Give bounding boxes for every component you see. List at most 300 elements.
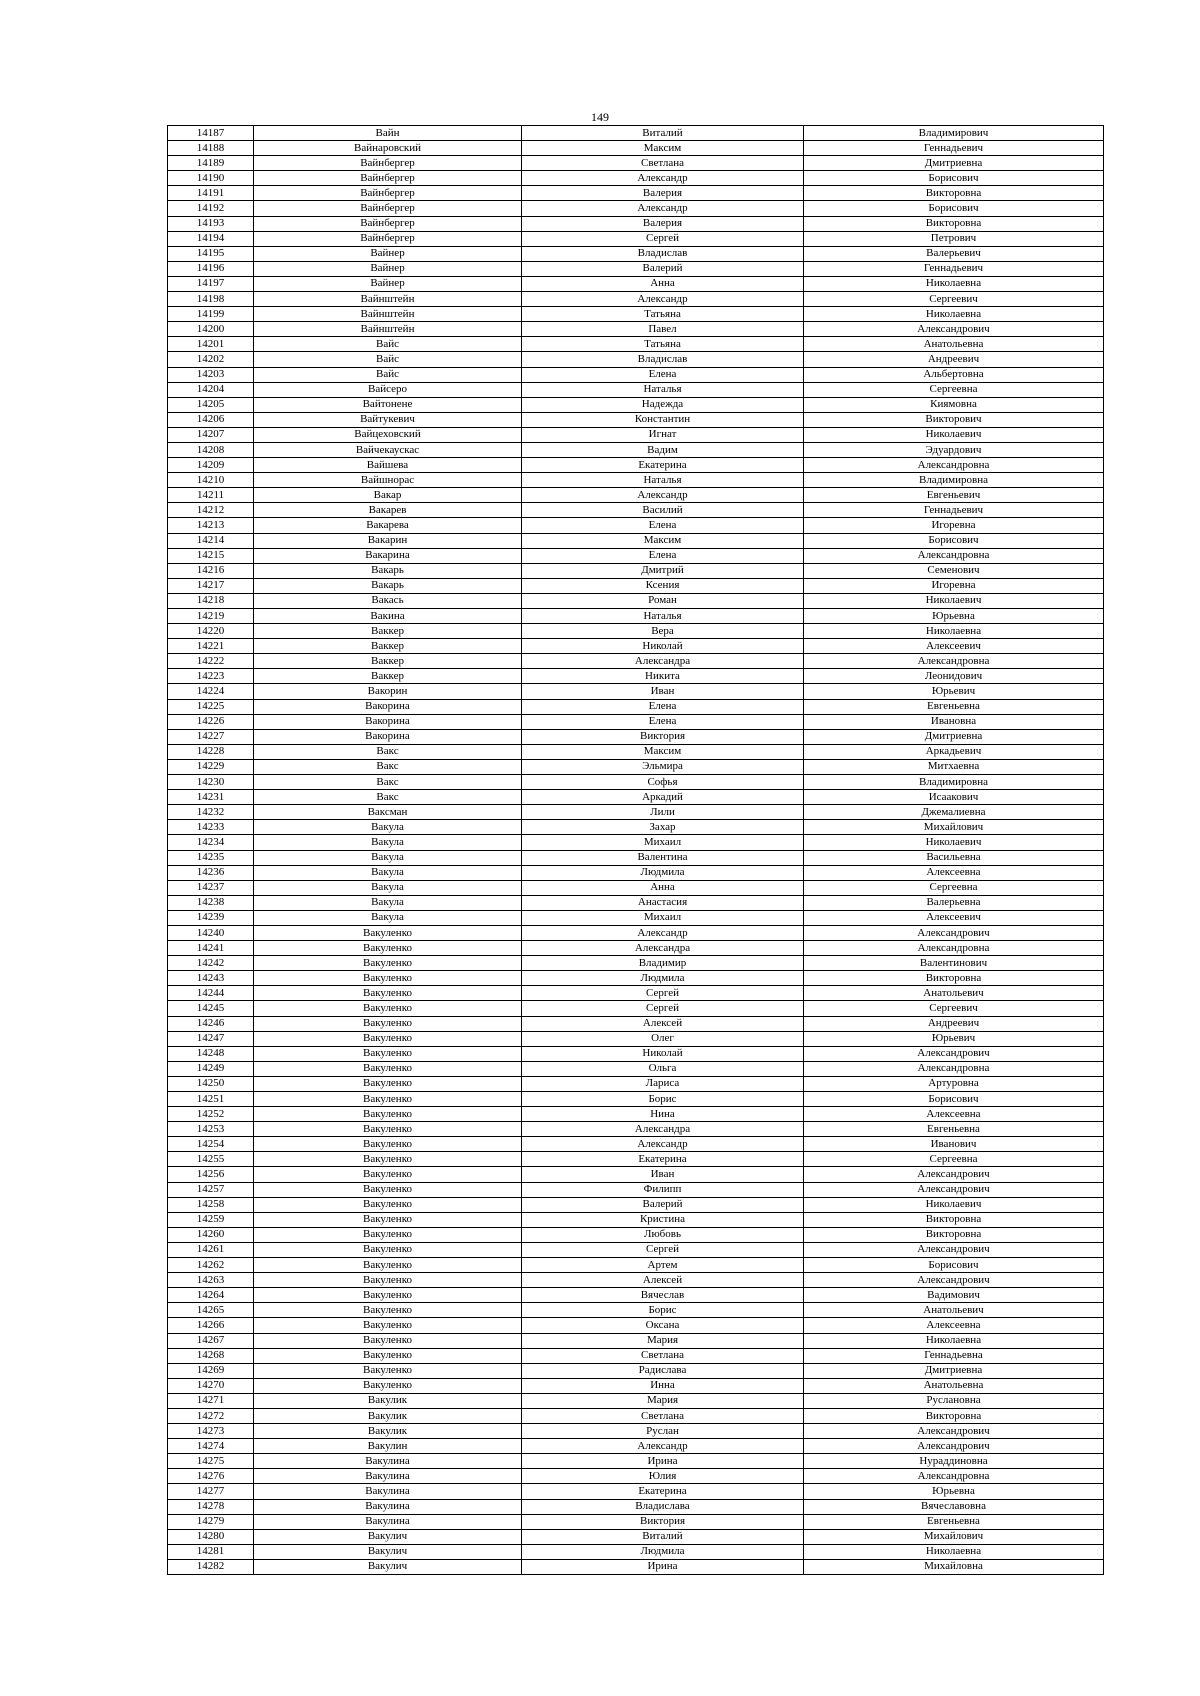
patronymic-cell: Викторовна [804,216,1104,231]
patronymic-cell: Николаевич [804,427,1104,442]
patronymic-cell: Джемалиевна [804,805,1104,820]
surname-cell: Вакуленко [254,1167,522,1182]
record-number-cell: 14248 [168,1046,254,1061]
surname-cell: Ваккер [254,669,522,684]
record-number-cell: 14265 [168,1303,254,1318]
record-number-cell: 14238 [168,895,254,910]
table-row [168,1288,1104,1303]
patronymic-cell: Александрович [804,925,1104,940]
first-name-cell: Наталья [522,473,804,488]
table-row [168,1152,1104,1167]
patronymic-cell: Евгеньевна [804,699,1104,714]
patronymic-cell: Леонидович [804,669,1104,684]
surname-cell: Вайнбергер [254,231,522,246]
record-number-cell: 14250 [168,1076,254,1091]
table-row [168,548,1104,563]
record-number-cell: 14206 [168,412,254,427]
patronymic-cell: Артуровна [804,1076,1104,1091]
record-number-cell: 14264 [168,1288,254,1303]
table-row [168,624,1104,639]
patronymic-cell: Нураддиновна [804,1454,1104,1469]
first-name-cell: Елена [522,714,804,729]
surname-cell: Вайцеховский [254,427,522,442]
patronymic-cell: Борисович [804,171,1104,186]
table-row [168,1258,1104,1273]
table-row [168,578,1104,593]
first-name-cell: Максим [522,141,804,156]
first-name-cell: Валерий [522,261,804,276]
first-name-cell: Валерий [522,1197,804,1212]
first-name-cell: Анастасия [522,895,804,910]
record-number-cell: 14188 [168,141,254,156]
table-row [168,337,1104,352]
table-row [168,1424,1104,1439]
record-number-cell: 14277 [168,1484,254,1499]
first-name-cell: Александр [522,488,804,503]
first-name-cell: Ирина [522,1454,804,1469]
record-number-cell: 14254 [168,1137,254,1152]
table-row [168,488,1104,503]
record-number-cell: 14278 [168,1499,254,1514]
first-name-cell: Михаил [522,910,804,925]
patronymic-cell: Сергеевна [804,880,1104,895]
table-row [168,1469,1104,1484]
table-row [168,1499,1104,1514]
table-row [168,382,1104,397]
first-name-cell: Александра [522,941,804,956]
table-row [168,609,1104,624]
table-row [168,231,1104,246]
surname-cell: Вайс [254,352,522,367]
table-row [168,744,1104,759]
record-number-cell: 14200 [168,322,254,337]
first-name-cell: Виталий [522,126,804,141]
surname-cell: Вакорина [254,714,522,729]
first-name-cell: Павел [522,322,804,337]
record-number-cell: 14227 [168,729,254,744]
surname-cell: Вайнбергер [254,201,522,216]
surname-cell: Вакина [254,609,522,624]
patronymic-cell: Александровна [804,941,1104,956]
record-number-cell: 14263 [168,1273,254,1288]
surname-cell: Вайнбергер [254,156,522,171]
record-number-cell: 14203 [168,367,254,382]
record-number-cell: 14271 [168,1393,254,1408]
patronymic-cell: Александровна [804,1469,1104,1484]
surname-cell: Вакуленко [254,1076,522,1091]
patronymic-cell: Евгеньевна [804,1122,1104,1137]
record-number-cell: 14220 [168,624,254,639]
page-number: 149 [591,110,609,124]
first-name-cell: Ксения [522,578,804,593]
table-row [168,1439,1104,1454]
table-row [168,895,1104,910]
record-number-cell: 14198 [168,292,254,307]
surname-cell: Вакуленко [254,1288,522,1303]
patronymic-cell: Викторовна [804,1212,1104,1227]
surname-cell: Вакуленко [254,1318,522,1333]
table-row [168,1227,1104,1242]
table-row [168,1514,1104,1529]
table-row [168,352,1104,367]
table-row [168,759,1104,774]
surname-cell: Вакулич [254,1559,522,1574]
record-number-cell: 14253 [168,1122,254,1137]
table-row [168,186,1104,201]
patronymic-cell: Сергеевич [804,1001,1104,1016]
surname-cell: Вакуленко [254,1107,522,1122]
first-name-cell: Виталий [522,1529,804,1544]
first-name-cell: Владислав [522,246,804,261]
table-row [168,775,1104,790]
first-name-cell: Ольга [522,1061,804,1076]
patronymic-cell: Евгеньевна [804,1514,1104,1529]
patronymic-cell: Алексеевич [804,910,1104,925]
first-name-cell: Сергей [522,986,804,1001]
patronymic-cell: Валентинович [804,956,1104,971]
surname-cell: Вакарин [254,533,522,548]
first-name-cell: Александра [522,654,804,669]
surname-cell: Вакуленко [254,1348,522,1363]
record-number-cell: 14239 [168,910,254,925]
record-number-cell: 14258 [168,1197,254,1212]
table-row [168,729,1104,744]
first-name-cell: Нина [522,1107,804,1122]
first-name-cell: Александр [522,292,804,307]
surname-cell: Вайнбергер [254,171,522,186]
surname-cell: Вакуленко [254,971,522,986]
patronymic-cell: Сергеевна [804,382,1104,397]
patronymic-cell: Ивановна [804,714,1104,729]
first-name-cell: Захар [522,820,804,835]
first-name-cell: Татьяна [522,307,804,322]
first-name-cell: Мария [522,1333,804,1348]
record-number-cell: 14259 [168,1212,254,1227]
first-name-cell: Екатерина [522,1152,804,1167]
record-number-cell: 14261 [168,1242,254,1257]
first-name-cell: Николай [522,639,804,654]
first-name-cell: Людмила [522,971,804,986]
surname-cell: Вайчекаускас [254,442,522,457]
surname-cell: Вакарева [254,518,522,533]
first-name-cell: Валентина [522,850,804,865]
first-name-cell: Иван [522,684,804,699]
first-name-cell: Виктория [522,1514,804,1529]
record-number-cell: 14231 [168,790,254,805]
first-name-cell: Инна [522,1378,804,1393]
patronymic-cell: Александровна [804,1061,1104,1076]
first-name-cell: Иван [522,1167,804,1182]
table-row [168,1318,1104,1333]
surname-cell: Вакуленко [254,1182,522,1197]
patronymic-cell: Валерьевна [804,895,1104,910]
surname-cell: Вайнбергер [254,186,522,201]
record-number-cell: 14235 [168,850,254,865]
table-row [168,412,1104,427]
patronymic-cell: Дмитриевна [804,156,1104,171]
table-row [168,322,1104,337]
first-name-cell: Софья [522,775,804,790]
record-number-cell: 14267 [168,1333,254,1348]
table-row [168,427,1104,442]
first-name-cell: Екатерина [522,1484,804,1499]
record-number-cell: 14270 [168,1378,254,1393]
surname-cell: Вакула [254,910,522,925]
table-row [168,1197,1104,1212]
patronymic-cell: Николаевич [804,1197,1104,1212]
record-number-cell: 14192 [168,201,254,216]
record-number-cell: 14242 [168,956,254,971]
table-row [168,714,1104,729]
table-row [168,1393,1104,1408]
surname-cell: Вайнер [254,276,522,291]
first-name-cell: Елена [522,699,804,714]
table-row [168,1454,1104,1469]
surname-cell: Вакс [254,790,522,805]
surname-cell: Вакуленко [254,925,522,940]
record-number-cell: 14269 [168,1363,254,1378]
record-number-cell: 14226 [168,714,254,729]
record-number-cell: 14274 [168,1439,254,1454]
table-row [168,1273,1104,1288]
record-number-cell: 14282 [168,1559,254,1574]
patronymic-cell: Александровна [804,654,1104,669]
first-name-cell: Радислава [522,1363,804,1378]
patronymic-cell: Игоревна [804,518,1104,533]
surname-cell: Вайнштейн [254,307,522,322]
table-row [168,1182,1104,1197]
patronymic-cell: Валерьевич [804,246,1104,261]
patronymic-cell: Александрович [804,1167,1104,1182]
patronymic-cell: Анатольевич [804,1303,1104,1318]
surname-cell: Вакуленко [254,1378,522,1393]
table-row [168,171,1104,186]
first-name-cell: Ирина [522,1559,804,1574]
surname-cell: Вайнштейн [254,322,522,337]
table-row [168,684,1104,699]
surname-cell: Вакуленко [254,1197,522,1212]
surname-cell: Вакуленко [254,1333,522,1348]
record-number-cell: 14223 [168,669,254,684]
first-name-cell: Сергей [522,231,804,246]
table-row [168,1046,1104,1061]
table-row [168,593,1104,608]
record-number-cell: 14276 [168,1469,254,1484]
patronymic-cell: Александрович [804,1424,1104,1439]
surname-cell: Ваккер [254,639,522,654]
patronymic-cell: Алексеевич [804,639,1104,654]
table-row [168,141,1104,156]
table-row [168,880,1104,895]
record-number-cell: 14273 [168,1424,254,1439]
surname-cell: Вакуленко [254,1061,522,1076]
table-row [168,276,1104,291]
table-row [168,1559,1104,1574]
record-number-cell: 14215 [168,548,254,563]
surname-cell: Вакулина [254,1499,522,1514]
patronymic-cell: Викторовна [804,186,1104,201]
record-number-cell: 14222 [168,654,254,669]
table-row [168,442,1104,457]
record-number-cell: 14189 [168,156,254,171]
table-row [168,458,1104,473]
record-number-cell: 14245 [168,1001,254,1016]
first-name-cell: Анна [522,880,804,895]
surname-cell: Ваккер [254,654,522,669]
table-row [168,971,1104,986]
patronymic-cell: Геннадьевич [804,261,1104,276]
record-number-cell: 14234 [168,835,254,850]
table-row [168,1212,1104,1227]
table-row [168,563,1104,578]
patronymic-cell: Николаевич [804,593,1104,608]
record-number-cell: 14191 [168,186,254,201]
patronymic-cell: Иванович [804,1137,1104,1152]
record-number-cell: 14187 [168,126,254,141]
first-name-cell: Виктория [522,729,804,744]
table-row [168,1348,1104,1363]
patronymic-cell: Сергеевич [804,292,1104,307]
table-row [168,1061,1104,1076]
patronymic-cell: Анатольевна [804,337,1104,352]
patronymic-cell: Владимирович [804,126,1104,141]
surname-cell: Вакуленко [254,1046,522,1061]
record-number-cell: 14243 [168,971,254,986]
record-number-cell: 14275 [168,1454,254,1469]
record-number-cell: 14205 [168,397,254,412]
patronymic-cell: Аркадьевич [804,744,1104,759]
table-row [168,1031,1104,1046]
table-row [168,865,1104,880]
record-number-cell: 14210 [168,473,254,488]
patronymic-cell: Семенович [804,563,1104,578]
first-name-cell: Артем [522,1258,804,1273]
first-name-cell: Алексей [522,1016,804,1031]
record-number-cell: 14236 [168,865,254,880]
patronymic-cell: Александрович [804,322,1104,337]
record-number-cell: 14212 [168,503,254,518]
first-name-cell: Сергей [522,1242,804,1257]
patronymic-cell: Николаевич [804,835,1104,850]
table-row [168,1303,1104,1318]
surname-cell: Вакула [254,820,522,835]
record-number-cell: 14281 [168,1544,254,1559]
first-name-cell: Роман [522,593,804,608]
record-number-cell: 14280 [168,1529,254,1544]
surname-cell: Вакуленко [254,1258,522,1273]
surname-cell: Вайс [254,367,522,382]
record-number-cell: 14190 [168,171,254,186]
patronymic-cell: Геннадьевич [804,503,1104,518]
surname-cell: Вакулин [254,1439,522,1454]
first-name-cell: Аркадий [522,790,804,805]
patronymic-cell: Викторовна [804,1227,1104,1242]
first-name-cell: Константин [522,412,804,427]
surname-cell: Вакарь [254,578,522,593]
surname-cell: Вакуленко [254,1122,522,1137]
first-name-cell: Анна [522,276,804,291]
table-row [168,473,1104,488]
record-number-cell: 14249 [168,1061,254,1076]
patronymic-cell: Михайлович [804,820,1104,835]
surname-cell: Вакуленко [254,1092,522,1107]
surname-cell: Вакулич [254,1529,522,1544]
patronymic-cell: Николаевна [804,1333,1104,1348]
surname-cell: Вакуленко [254,1152,522,1167]
patronymic-cell: Александрович [804,1182,1104,1197]
first-name-cell: Екатерина [522,458,804,473]
surname-cell: Вакулик [254,1424,522,1439]
surname-cell: Вайнаровский [254,141,522,156]
record-number-cell: 14256 [168,1167,254,1182]
first-name-cell: Елена [522,548,804,563]
table-row [168,820,1104,835]
table-row [168,850,1104,865]
surname-cell: Вакарь [254,563,522,578]
table-row [168,941,1104,956]
record-number-cell: 14230 [168,775,254,790]
first-name-cell: Борис [522,1303,804,1318]
first-name-cell: Руслан [522,1424,804,1439]
patronymic-cell: Дмитриевна [804,729,1104,744]
patronymic-cell: Дмитриевна [804,1363,1104,1378]
patronymic-cell: Игоревна [804,578,1104,593]
first-name-cell: Елена [522,367,804,382]
surname-cell: Вайнер [254,261,522,276]
record-number-cell: 14257 [168,1182,254,1197]
surname-cell: Вакуленко [254,1242,522,1257]
table-row [168,292,1104,307]
table-row [168,1001,1104,1016]
patronymic-cell: Александровна [804,458,1104,473]
record-number-cell: 14199 [168,307,254,322]
patronymic-cell: Анатольевич [804,986,1104,1001]
patronymic-cell: Юрьевич [804,1031,1104,1046]
surname-cell: Вакуленко [254,1001,522,1016]
record-number-cell: 14255 [168,1152,254,1167]
table-row [168,261,1104,276]
record-number-cell: 14268 [168,1348,254,1363]
surname-cell: Вайн [254,126,522,141]
first-name-cell: Александр [522,171,804,186]
patronymic-cell: Руслановна [804,1393,1104,1408]
record-number-cell: 14240 [168,925,254,940]
surname-cell: Вакулич [254,1544,522,1559]
table-row [168,216,1104,231]
first-name-cell: Светлана [522,1408,804,1423]
record-number-cell: 14216 [168,563,254,578]
surname-cell: Вакуленко [254,1016,522,1031]
first-name-cell: Кристина [522,1212,804,1227]
first-name-cell: Дмитрий [522,563,804,578]
surname-cell: Вакорина [254,729,522,744]
surname-cell: Вакулина [254,1514,522,1529]
first-name-cell: Вадим [522,442,804,457]
patronymic-cell: Геннадьевич [804,141,1104,156]
patronymic-cell: Юрьевна [804,1484,1104,1499]
surname-cell: Вакуленко [254,1031,522,1046]
patronymic-cell: Андреевич [804,1016,1104,1031]
first-name-cell: Оксана [522,1318,804,1333]
patronymic-cell: Вадимович [804,1288,1104,1303]
first-name-cell: Людмила [522,1544,804,1559]
record-number-cell: 14196 [168,261,254,276]
patronymic-cell: Николаевна [804,276,1104,291]
table-row [168,790,1104,805]
table-row [168,126,1104,141]
record-number-cell: 14208 [168,442,254,457]
patronymic-cell: Евгеньевич [804,488,1104,503]
